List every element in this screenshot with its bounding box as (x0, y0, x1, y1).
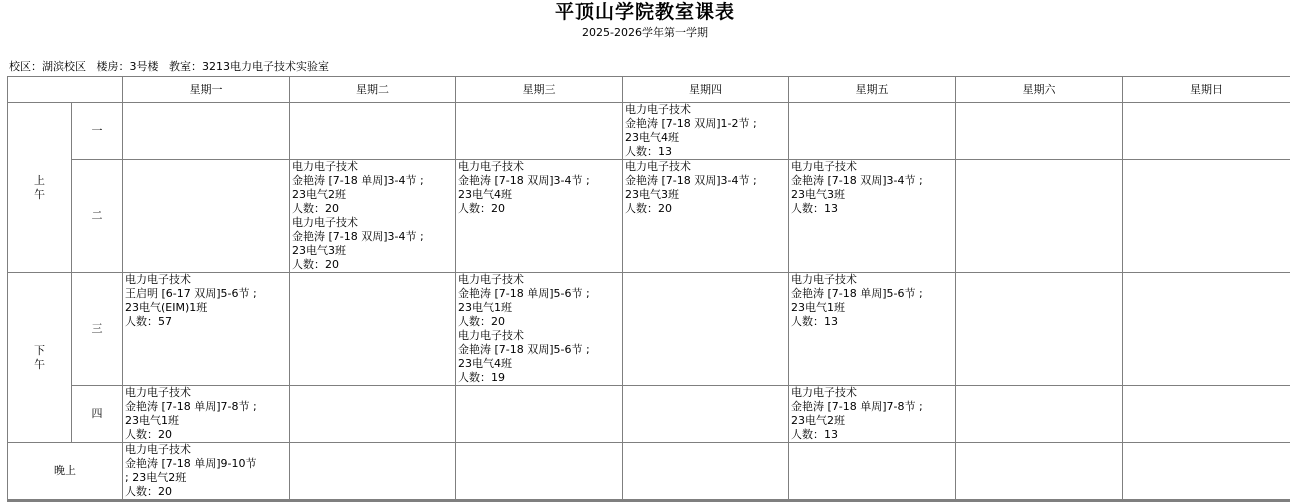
cell-ev-thu (623, 443, 789, 500)
cell-p1-sat (956, 103, 1123, 160)
cell-p2-sat (956, 160, 1123, 273)
section-afternoon (8, 273, 72, 443)
cell-ev-tue (290, 443, 456, 500)
cell-p2-wed (456, 160, 623, 273)
cell-p2-mon (123, 160, 290, 273)
course-entry: 电力电子技术 金艳涛 [7-18 双周]3-4节 ; 23电气3班 人数：20 (625, 160, 757, 215)
semester-subtitle: 2025-2026学年第一学期 (582, 26, 708, 39)
cell-p1-wed (456, 103, 623, 160)
course-entry: 电力电子技术 金艳涛 [7-18 双周]3-4节 ; 23电气4班 人数：20 (458, 160, 590, 215)
cell-ev-sat (956, 443, 1123, 500)
cell-p4-thu (623, 386, 789, 443)
bottom-divider (7, 500, 1290, 502)
header-tuesday: 星期二 (290, 77, 456, 103)
cell-p4-tue (290, 386, 456, 443)
timetable (7, 76, 1290, 500)
cell-p2-fri (789, 160, 956, 273)
header-sunday: 星期日 (1123, 77, 1290, 103)
header-wednesday: 星期三 (456, 77, 623, 103)
course-entry: 电力电子技术 金艳涛 [7-18 单周]3-4节 ; 23电气2班 人数：20 电力电子技术 金艳涛 [7-18 双周]3-4节 ; 23电气3班 人数：20 (292, 160, 424, 271)
period-row-1 (8, 103, 1290, 160)
cell-p1-tue (290, 103, 456, 160)
cell-p2-tue (290, 160, 456, 273)
cell-p3-wed (456, 273, 623, 386)
period-row-4 (8, 386, 1290, 443)
cell-p3-sat (956, 273, 1123, 386)
cell-p1-thu (623, 103, 789, 160)
cell-p4-sun (1123, 386, 1290, 443)
cell-p3-thu (623, 273, 789, 386)
cell-p3-tue (290, 273, 456, 386)
cell-ev-sun (1123, 443, 1290, 500)
cell-p3-fri (789, 273, 956, 386)
period-label-2: 二 (72, 160, 123, 273)
course-entry: 电力电子技术 金艳涛 [7-18 单周]5-6节 ; 23电气1班 人数：20 电力电子技术 金艳涛 [7-18 双周]5-6节 ; 23电气4班 人数：19 (458, 273, 590, 384)
course-entry: 电力电子技术 金艳涛 [7-18 单周]9-10节 ; 23电气2班 人数：20 (125, 443, 257, 498)
cell-p4-mon (123, 386, 290, 443)
page-title: 平顶山学院教室课表 (554, 1, 735, 23)
section-evening: 晚上 (8, 443, 123, 500)
course-entry: 电力电子技术 金艳涛 [7-18 双周]3-4节 ; 23电气3班 人数：13 (791, 160, 923, 215)
cell-p1-fri (789, 103, 956, 160)
course-entry: 电力电子技术 金艳涛 [7-18 单周]7-8节 ; 23电气2班 人数：13 (791, 386, 923, 441)
cell-p2-sun (1123, 160, 1290, 273)
period-row-2 (8, 160, 1290, 273)
section-afternoon-label: 下 午 (34, 343, 45, 371)
course-entry: 电力电子技术 金艳涛 [7-18 单周]7-8节 ; 23电气1班 人数：20 (125, 386, 257, 441)
cell-p4-wed (456, 386, 623, 443)
period-label-1: 一 (72, 103, 123, 160)
period-label-3: 三 (72, 273, 123, 386)
cell-ev-wed (456, 443, 623, 500)
course-entry: 电力电子技术 金艳涛 [7-18 双周]1-2节 ; 23电气4班 人数：13 (625, 103, 757, 158)
course-entry: 电力电子技术 王启明 [6-17 双周]5-6节 ; 23电气(EIM)1班 人数：57 (125, 273, 257, 328)
cell-p1-sun (1123, 103, 1290, 160)
header-saturday: 星期六 (956, 77, 1123, 103)
cell-ev-mon (123, 443, 290, 500)
section-morning-label: 上 午 (34, 173, 45, 201)
cell-ev-fri (789, 443, 956, 500)
header-monday: 星期一 (123, 77, 290, 103)
period-row-3 (8, 273, 1290, 386)
header-row (8, 77, 1290, 103)
corner-cell (8, 77, 123, 103)
cell-p3-sun (1123, 273, 1290, 386)
period-row-evening (8, 443, 1290, 500)
cell-p2-thu (623, 160, 789, 273)
period-label-4: 四 (72, 386, 123, 443)
cell-p4-sat (956, 386, 1123, 443)
room-info: 校区：湖滨校区 楼房：3号楼 教室：3213电力电子技术实验室 (9, 60, 329, 73)
cell-p4-fri (789, 386, 956, 443)
header-thursday: 星期四 (623, 77, 789, 103)
cell-p3-mon (123, 273, 290, 386)
header-friday: 星期五 (789, 77, 956, 103)
cell-p1-mon (123, 103, 290, 160)
course-entry: 电力电子技术 金艳涛 [7-18 单周]5-6节 ; 23电气1班 人数：13 (791, 273, 923, 328)
section-morning (8, 103, 72, 273)
